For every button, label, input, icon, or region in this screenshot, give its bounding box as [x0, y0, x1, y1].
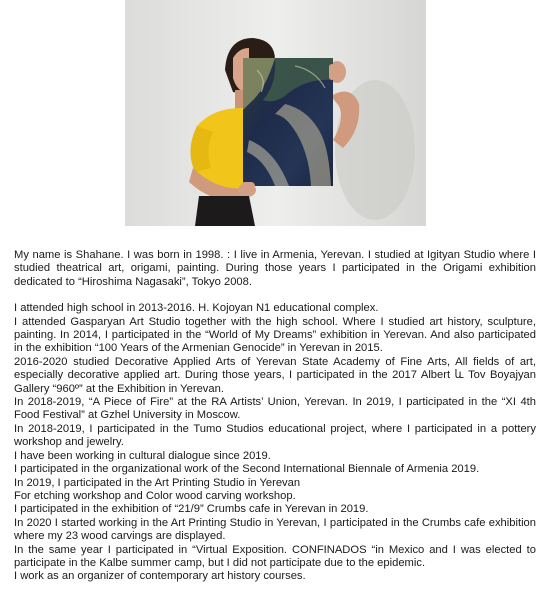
bio-paragraph: In 2018-2019, “A Piece of Fire” at the RA Artists’ Union, Yerevan. In 2019, I participated in the “XI 4th Food Festival” at Gzhel University in Moscow.: [14, 396, 536, 422]
bio-paragraph: In 2020 I started working in the Art Printing Studio in Yerevan, I participated in the Crumbs cafe exhibition where my 23 wood carvings are displayed.: [14, 516, 536, 543]
bio-paragraph: I participated in the exhibition of “21/9” Crumbs cafe in Yerevan in 2019.: [14, 503, 369, 516]
bio-paragraph: I participated in the organizational work of the Second International Biennale of Armenia 2019.: [14, 463, 480, 476]
bio-paragraph: In 2018-2019, I participated in the Tumo Studios educational project, where I participated in a pottery workshop and jewelry.: [14, 422, 536, 449]
bio-paragraph: I attended Gasparyan Art Studio together with the high school. Where I studied art history, sculpture, painting. In 2014, I participated in the “World of My Dreams” exhibition in Yerevan. And also participated in the exhibition “100 Years of the Armenian Genocide” in Yerevan in 2015.: [14, 315, 536, 355]
bio-intro-paragraph: My name is Shahane. I was born in 1998. : I live in Armenia, Yerevan. I studied at Igityan Studio where I studied theatrical art, origami, painting. During those years I participated in the Origami exhibition dedicated to “Hiroshima Nagasaki”, Tokyo 2008.: [14, 249, 536, 288]
bio-paragraph: In 2019, I participated in the Art Printing Studio in Yerevan: [14, 476, 301, 489]
bio-paragraph: For etching workshop and Color wood carving workshop.: [14, 489, 296, 502]
portrait-photo: [125, 0, 426, 226]
bio-paragraph: In the same year I participated in “Virtual Exposition. CONFINADOS “in Mexico and I was elected to participate in the Kalbe summer camp, but I did not participate due to the epidemic.: [14, 543, 536, 569]
bio-paragraph: I attended high school in 2013-2016. H. Kojoyan N1 educational complex.: [14, 302, 379, 315]
biography-text: [14, 249, 536, 584]
portrait-illustration: [125, 0, 426, 226]
bio-paragraph: I work as an organizer of contemporary art history courses.: [14, 570, 306, 583]
bio-paragraph: I have been working in cultural dialogue since 2019.: [14, 449, 271, 462]
bio-paragraph: 2016-2020 studied Decorative Applied Arts of Yerevan State Academy of Fine Arts, All fields of art, especially decorative applied art. During those years, I participated in the 2017 Albert և Tov Boyajyan Gallery “960º” at the Exhibition in Yerevan.: [14, 355, 536, 395]
